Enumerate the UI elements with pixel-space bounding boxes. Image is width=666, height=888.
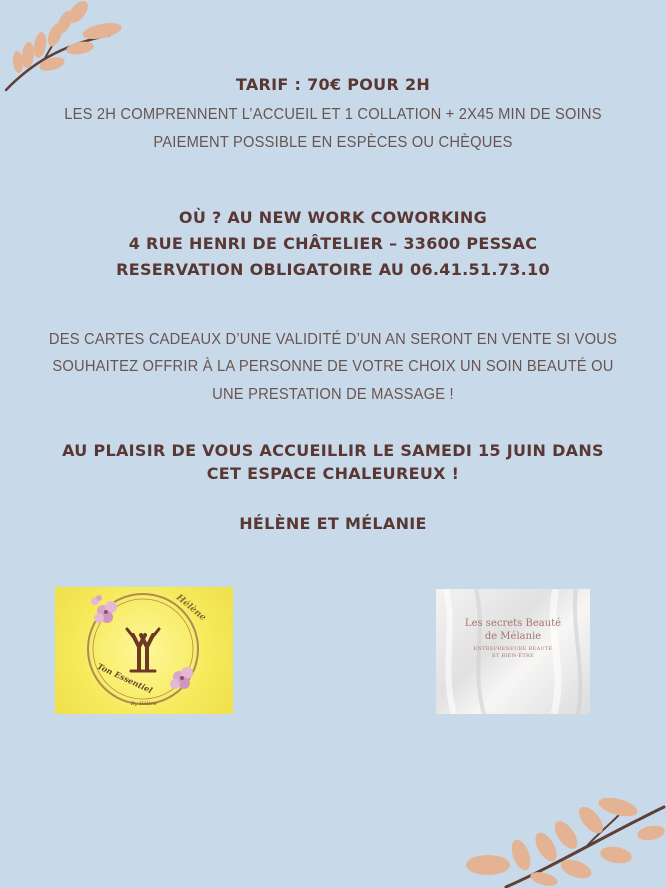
tarif-details: LES 2H COMPRENNENT L’ACCUEIL ET 1 COLLATION + 2X45 MIN DE SOINS bbox=[64, 106, 602, 123]
secrets-beaute-logo bbox=[436, 589, 590, 714]
logo-right-title-line2: de Mélanie bbox=[484, 631, 542, 642]
location-address: 4 RUE HENRI DE CHÂTELIER – 33600 PESSAC bbox=[128, 234, 538, 253]
welcome-line1: AU PLAISIR DE VOUS ACCUEILLIR LE SAMEDI 15 JUIN DANS bbox=[62, 441, 604, 460]
logo-right-subtitle-line2: ET BIEN-ÊTRE bbox=[492, 653, 534, 659]
signature: HÉLÈNE ET MÉLANIE bbox=[239, 514, 427, 533]
leaf-branch-icon bbox=[466, 795, 666, 888]
logo-left-byline: By Hélène bbox=[130, 701, 158, 707]
logo-right-title-line1: Les secrets Beauté bbox=[464, 618, 562, 629]
ton-essentiel-logo bbox=[55, 587, 233, 714]
gift-card-text-line2: SOUHAITEZ OFFRIR À LA PERSONNE DE VOTRE CHOIX UN SOIN BEAUTÉ OU bbox=[52, 358, 614, 375]
payment-info: PAIEMENT POSSIBLE EN ESPÈCES OU CHÈQUES bbox=[153, 134, 513, 151]
logo-left-top-text: Hélène bbox=[173, 592, 208, 624]
reservation-phone: RESERVATION OBLIGATOIRE AU 06.41.51.73.10 bbox=[116, 260, 550, 279]
gift-card-text-line3: UNE PRESTATION DE MASSAGE ! bbox=[212, 386, 454, 403]
location-name: OÙ ? AU NEW WORK COWORKING bbox=[178, 208, 488, 227]
logo-right-subtitle-line1: ENTREPRENEURE BEAUTÉ bbox=[473, 646, 553, 652]
gift-card-text-line1: DES CARTES CADEAUX D’UNE VALIDITÉ D’UN AN SERONT EN VENTE SI VOUS bbox=[48, 331, 618, 348]
logo-left-arc-text: Ton Essentiel bbox=[95, 660, 155, 696]
welcome-line2: CET ESPACE CHALEUREUX ! bbox=[206, 464, 460, 483]
ton-essentiel-emblem-icon bbox=[55, 587, 233, 714]
tarif-heading: TARIF : 70€ POUR 2H bbox=[235, 75, 431, 94]
